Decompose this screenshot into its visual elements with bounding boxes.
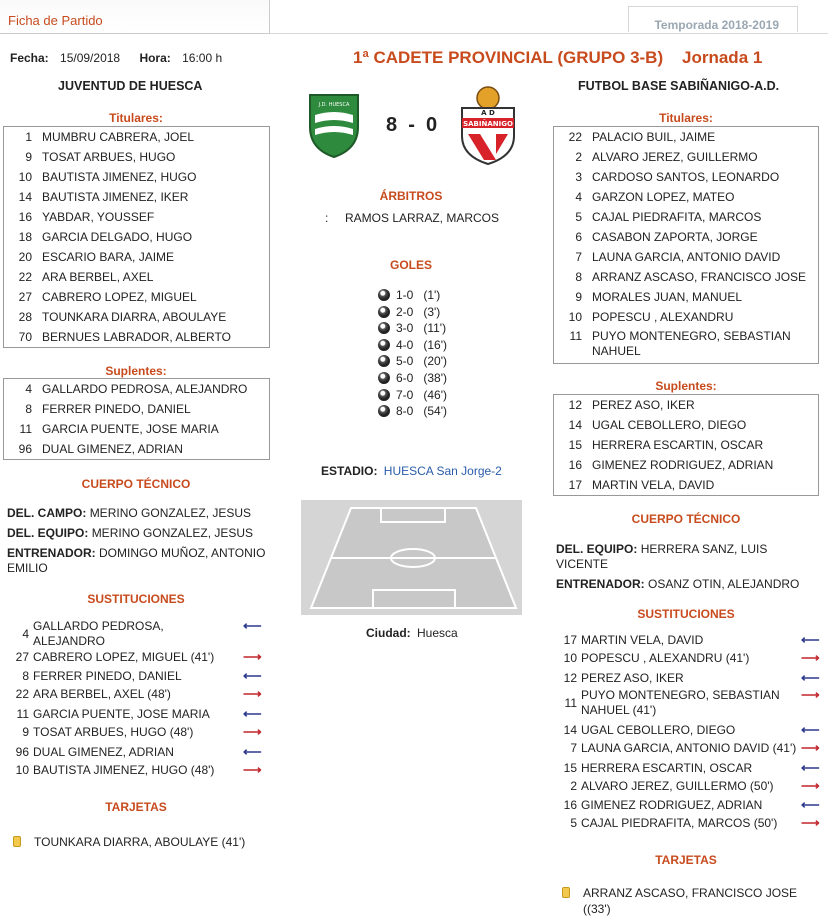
- away-cuerpo-label: CUERPO TÉCNICO: [631, 512, 741, 526]
- referee: : RAMOS LARRAZ, MARCOS: [325, 211, 500, 225]
- player-name: ARA BERBEL, AXEL: [42, 270, 154, 284]
- arrow-in-icon: ⟵: [243, 706, 262, 721]
- player-number: 27: [18, 290, 32, 304]
- goal-minute: (54'): [423, 404, 447, 419]
- sub-player-number: 22: [15, 687, 29, 701]
- yellow-card-icon: [13, 836, 21, 847]
- goal-row: [378, 354, 453, 368]
- sub-player-number: 12: [563, 671, 577, 685]
- roster-row[interactable]: [4, 127, 269, 147]
- roster-row[interactable]: [554, 327, 818, 363]
- estadio-label: ESTADIO:: [321, 464, 378, 478]
- sub-player-name: ALVARO JEREZ, GUILLERMO (50'): [581, 779, 774, 793]
- competition-title: 1ª CADETE PROVINCIAL (GRUPO 3-B) Jornada 1: [353, 48, 763, 67]
- roster-row[interactable]: [554, 207, 818, 227]
- goal-minute: (16'): [423, 337, 447, 352]
- home-cuerpo-label: CUERPO TÉCNICO: [81, 477, 191, 491]
- player-name: POPESCU , ALEXANDRU: [592, 310, 734, 324]
- home-titulares-label: Titulares:: [109, 111, 163, 125]
- player-number: 16: [18, 210, 32, 224]
- player-name: GARZON LOPEZ, MATEO: [592, 190, 735, 204]
- sub-player-name: BAUTISTA JIMENEZ, HUGO (48'): [33, 763, 215, 777]
- soccer-ball-icon: [378, 322, 390, 334]
- player-name: ALVARO JEREZ, GUILLERMO: [592, 150, 758, 164]
- home-tarjetas-label: TARJETAS: [105, 800, 167, 814]
- sub-player-name: MARTIN VELA, DAVID: [581, 633, 704, 647]
- sub-player-number: 10: [563, 651, 577, 665]
- roster-row[interactable]: [4, 187, 269, 207]
- player-name: CAJAL PIEDRAFITA, MARCOS: [592, 210, 762, 224]
- goal-minute: (3'): [423, 304, 441, 319]
- sub-player-number: 96: [15, 745, 29, 759]
- away-staff-list: [556, 542, 818, 597]
- ficha-tab[interactable]: [0, 0, 270, 34]
- goal-minute: (1'): [423, 288, 441, 302]
- sub-player-number: 11: [16, 707, 29, 721]
- roster-row[interactable]: [4, 207, 269, 227]
- roster-row[interactable]: [554, 227, 818, 247]
- roster-row[interactable]: [4, 247, 269, 267]
- staff-name: MERINO GONZALEZ, JESUS: [91, 526, 254, 540]
- arrow-in-icon: ⟵: [243, 668, 262, 683]
- away-suplentes-label: Suplentes:: [655, 379, 717, 393]
- player-number: 4: [575, 190, 582, 204]
- player-number: 16: [568, 458, 582, 472]
- roster-row[interactable]: [554, 247, 818, 267]
- sub-player-number: 7: [570, 741, 577, 755]
- goal-minute: (46'): [423, 387, 447, 402]
- sub-player-name: HERRERA ESCARTIN, OSCAR: [581, 761, 753, 775]
- goal-row: [378, 371, 453, 385]
- match-score: 8 - 0: [386, 114, 438, 136]
- player-name: GARCIA DELGADO, HUGO: [42, 230, 193, 244]
- player-number: 70: [18, 330, 32, 344]
- arrow-out-icon: ⟶: [243, 649, 262, 664]
- yellow-card-icon: [562, 887, 570, 898]
- player-name: ESCARIO BARA, JAIME: [42, 250, 175, 264]
- goal-minute: (11'): [423, 321, 447, 336]
- soccer-ball-icon: [378, 355, 390, 367]
- player-name: BAUTISTA JIMENEZ, IKER: [42, 190, 189, 204]
- sub-player-name: ARA BERBEL, AXEL (48'): [33, 687, 171, 701]
- roster-row[interactable]: [4, 227, 269, 247]
- estadio: [321, 464, 502, 478]
- player-number: 14: [18, 190, 32, 204]
- arrow-out-icon: ⟶: [801, 650, 820, 665]
- goal-row: [378, 338, 453, 352]
- player-number: 15: [568, 438, 582, 452]
- player-number: 5: [575, 210, 582, 224]
- staff-role: ENTRENADOR:: [7, 546, 96, 560]
- goal-row: [378, 321, 453, 335]
- sub-player-name: TOSAT ARBUES, HUGO (48'): [33, 725, 194, 739]
- arrow-in-icon: ⟵: [801, 797, 820, 812]
- soccer-ball-icon: [378, 372, 390, 384]
- sub-player-number: 27: [15, 650, 29, 664]
- arbitros-label: ÁRBITROS: [379, 189, 443, 203]
- arrow-out-icon: ⟶: [801, 815, 820, 830]
- sub-player-number: 15: [563, 761, 577, 775]
- away-crest: [456, 84, 520, 166]
- arrow-in-icon: ⟵: [801, 722, 820, 737]
- goal-score: 2-0: [396, 304, 414, 319]
- player-name: MUMBRU CABRERA, JOEL: [42, 130, 195, 144]
- player-number: 20: [18, 250, 32, 264]
- arrow-in-icon: ⟵: [801, 760, 820, 775]
- goal-score: 1-0: [396, 288, 414, 302]
- player-name: CARDOSO SANTOS, LEONARDO: [592, 170, 780, 184]
- home-crest: [306, 91, 362, 159]
- home-team-name: JUVENTUD DE HUESCA: [58, 79, 203, 93]
- sub-player-name: GARCIA PUENTE, JOSE MARIA: [33, 707, 210, 721]
- roster-row[interactable]: [554, 307, 818, 327]
- roster-row[interactable]: [4, 267, 269, 287]
- goal-score: 4-0: [396, 337, 414, 352]
- sub-player-number: 5: [570, 816, 577, 830]
- player-number: 10: [568, 310, 582, 324]
- player-number: 7: [575, 250, 582, 264]
- player-number: 17: [568, 478, 582, 492]
- roster-row[interactable]: [554, 395, 818, 415]
- soccer-ball-icon: [378, 306, 390, 318]
- player-number: 8: [575, 270, 582, 284]
- roster-row[interactable]: [554, 267, 818, 287]
- arrow-out-icon: ⟶: [243, 686, 262, 701]
- sub-player-number: 9: [22, 725, 29, 739]
- sub-player-name: GIMENEZ RODRIGUEZ, ADRIAN: [581, 798, 763, 812]
- sub-player-number: 2: [570, 779, 577, 793]
- staff-name: MERINO GONZALEZ, JESUS: [89, 506, 252, 520]
- sub-player-name: LAUNA GARCIA, ANTONIO DAVID (41'): [581, 741, 797, 755]
- soccer-ball-icon: [378, 405, 390, 417]
- soccer-ball-icon: [378, 339, 390, 351]
- roster-row[interactable]: [4, 167, 269, 187]
- sub-player-name: UGAL CEBOLLERO, DIEGO: [581, 723, 736, 737]
- home-suplentes-label: Suplentes:: [105, 364, 167, 378]
- player-name: GALLARDO PEDROSA, ALEJANDRO: [42, 382, 248, 396]
- sub-player-number: 4: [22, 627, 29, 641]
- season-label: Temporada 2018-2019: [654, 18, 779, 32]
- away-titulares-label: Titulares:: [659, 111, 713, 125]
- roster-row[interactable]: [4, 419, 269, 439]
- sub-player-name: DUAL GIMENEZ, ADRIAN: [33, 745, 174, 759]
- roster-row[interactable]: [4, 439, 269, 459]
- away-suplentes-list: [553, 394, 819, 496]
- roster-row[interactable]: [554, 455, 818, 475]
- away-tarjetas-label: TARJETAS: [655, 853, 717, 867]
- card-player: ARRANZ ASCASO, FRANCISCO JOSE ((33'): [583, 886, 798, 916]
- player-name: MORALES JUAN, MANUEL: [592, 290, 743, 304]
- player-name: ARRANZ ASCASO, FRANCISCO JOSE: [592, 270, 807, 284]
- sub-player-number: 10: [15, 763, 29, 777]
- tab-divider: [270, 33, 828, 34]
- arrow-out-icon: ⟶: [243, 724, 262, 739]
- roster-row[interactable]: [554, 127, 818, 147]
- staff-line: [7, 506, 269, 521]
- roster-row[interactable]: [554, 475, 818, 495]
- player-number: 9: [575, 290, 582, 304]
- player-number: 11: [569, 329, 582, 343]
- staff-name: DOMINGO MUÑOZ, ANTONIO EMILIO: [7, 546, 266, 575]
- player-number: 2: [575, 150, 582, 164]
- staff-name: HERRERA SANZ, LUIS VICENTE: [556, 542, 768, 571]
- card-player: TOUNKARA DIARRA, ABOULAYE (41'): [34, 835, 246, 849]
- player-number: 9: [25, 150, 32, 164]
- player-number: 22: [18, 270, 32, 284]
- player-name: BERNUES LABRADOR, ALBERTO: [42, 330, 231, 344]
- player-name: YABDAR, YOUSSEF: [42, 210, 155, 224]
- home-titulares-list: [3, 126, 270, 348]
- player-number: 6: [575, 230, 582, 244]
- goal-score: 3-0: [396, 321, 414, 336]
- sub-player-name: PEREZ ASO, IKER: [581, 671, 684, 685]
- away-subs-list: [553, 633, 823, 833]
- sub-player-number: 8: [22, 669, 29, 683]
- player-number: 12: [568, 398, 582, 412]
- player-number: 3: [575, 170, 582, 184]
- roster-row[interactable]: [4, 327, 269, 347]
- staff-role: DEL. EQUIPO:: [556, 542, 638, 556]
- goal-row: [378, 404, 453, 418]
- goal-minute: (38'): [423, 371, 447, 385]
- roster-row[interactable]: [4, 379, 269, 399]
- player-number: 28: [18, 310, 32, 324]
- player-number: 4: [25, 382, 32, 396]
- roster-row[interactable]: [554, 415, 818, 435]
- staff-line: [556, 577, 818, 592]
- player-name: PALACIO BUIL, JAIME: [592, 130, 716, 144]
- sub-player-number: 17: [563, 633, 577, 647]
- player-name: HERRERA ESCARTIN, OSCAR: [592, 438, 764, 452]
- hora-label: Hora:: [139, 51, 171, 65]
- staff-role: DEL. EQUIPO:: [7, 526, 89, 540]
- goal-score: 5-0: [396, 354, 414, 369]
- roster-row[interactable]: [4, 287, 269, 307]
- sub-player-name: FERRER PINEDO, DANIEL: [33, 669, 182, 683]
- goal-row: [378, 388, 453, 402]
- away-crest-text: SABIÑANIGO: [463, 120, 513, 128]
- player-name: TOUNKARA DIARRA, ABOULAYE: [42, 310, 227, 324]
- player-name: TOSAT ARBUES, HUGO: [42, 150, 176, 164]
- staff-role: ENTRENADOR:: [556, 577, 645, 591]
- arrow-in-icon: ⟵: [243, 744, 262, 759]
- roster-row[interactable]: [4, 147, 269, 167]
- goal-score: 8-0: [396, 404, 414, 419]
- staff-line: [556, 542, 818, 572]
- player-number: 18: [18, 230, 32, 244]
- arrow-out-icon: ⟶: [243, 762, 262, 777]
- player-name: LAUNA GARCIA, ANTONIO DAVID: [592, 250, 781, 264]
- player-name: PUYO MONTENEGRO, SEBASTIAN NAHUEL: [592, 329, 791, 358]
- roster-row[interactable]: [554, 147, 818, 167]
- stadium-image: [301, 500, 522, 615]
- ciudad-label: Ciudad:: [366, 626, 411, 640]
- roster-row[interactable]: [4, 307, 269, 327]
- away-crest-letters: A D: [481, 109, 495, 117]
- ciudad: [366, 626, 458, 640]
- roster-row[interactable]: [554, 187, 818, 207]
- roster-row[interactable]: [554, 287, 818, 307]
- player-number: 22: [568, 130, 582, 144]
- away-team-name: FUTBOL BASE SABIÑANIGO-A.D.: [578, 79, 780, 93]
- sub-player-name: CABRERO LOPEZ, MIGUEL (41'): [33, 650, 215, 664]
- home-crest-text: J.D. HUESCA: [318, 102, 350, 108]
- arrow-out-icon: ⟶: [801, 687, 820, 702]
- player-name: BAUTISTA JIMENEZ, HUGO: [42, 170, 197, 184]
- sub-player-name: CAJAL PIEDRAFITA, MARCOS (50'): [581, 816, 778, 830]
- goal-minute: (20'): [423, 354, 447, 369]
- player-number: 8: [25, 402, 32, 416]
- season-tab[interactable]: [628, 6, 798, 32]
- ciudad-value: Huesca: [417, 626, 458, 640]
- sub-player-name: GALLARDO PEDROSA, ALEJANDRO: [33, 619, 164, 648]
- away-sust-label: SUSTITUCIONES: [637, 607, 735, 621]
- match-meta: [10, 51, 222, 65]
- player-name: GARCIA PUENTE, JOSE MARIA: [42, 422, 219, 436]
- staff-line: [7, 546, 269, 576]
- arrow-out-icon: ⟶: [801, 740, 820, 755]
- player-name: MARTIN VELA, DAVID: [592, 478, 715, 492]
- player-number: 96: [18, 442, 32, 456]
- staff-role: DEL. CAMPO:: [7, 506, 87, 520]
- sub-player-number: 14: [563, 723, 577, 737]
- soccer-ball-icon: [378, 389, 390, 401]
- player-number: 10: [18, 170, 32, 184]
- goles-label: GOLES: [389, 258, 432, 272]
- player-name: CASABON ZAPORTA, JORGE: [592, 230, 758, 244]
- player-name: FERRER PINEDO, DANIEL: [42, 402, 191, 416]
- goal-score: 6-0: [396, 371, 414, 385]
- player-number: 1: [25, 130, 32, 144]
- roster-row[interactable]: [4, 399, 269, 419]
- sub-player-name: PUYO MONTENEGRO, SEBASTIAN NAHUEL (41'): [581, 688, 780, 717]
- fecha-value: 15/09/2018: [60, 51, 121, 65]
- home-suplentes-list: [3, 378, 270, 460]
- home-sust-label: SUSTITUCIONES: [87, 592, 185, 606]
- player-name: GIMENEZ RODRIGUEZ, ADRIAN: [592, 458, 774, 472]
- ficha-tab-label: Ficha de Partido: [8, 13, 103, 28]
- sub-player-name: POPESCU , ALEXANDRU (41'): [581, 651, 750, 665]
- arrow-out-icon: ⟶: [801, 778, 820, 793]
- sub-player-number: 11: [564, 696, 577, 710]
- goal-row: [378, 288, 453, 302]
- goal-row: [378, 305, 453, 319]
- estadio-link[interactable]: HUESCA San Jorge-2: [383, 464, 502, 478]
- staff-name: OSANZ OTIN, ALEJANDRO: [648, 577, 800, 591]
- roster-row[interactable]: [554, 167, 818, 187]
- soccer-ball-icon: [378, 289, 390, 301]
- player-name: PEREZ ASO, IKER: [592, 398, 695, 412]
- player-name: UGAL CEBOLLERO, DIEGO: [592, 418, 747, 432]
- home-subs-list: [5, 619, 265, 781]
- staff-line: [7, 526, 269, 541]
- arrow-in-icon: ⟵: [801, 670, 820, 685]
- sub-player-number: 16: [563, 798, 577, 812]
- player-name: CABRERO LOPEZ, MIGUEL: [42, 290, 197, 304]
- hora-value: 16:00 h: [182, 51, 223, 65]
- player-number: 14: [568, 418, 582, 432]
- player-name: DUAL GIMENEZ, ADRIAN: [42, 442, 183, 456]
- fecha-label: Fecha:: [10, 51, 49, 65]
- goal-score: 7-0: [396, 387, 414, 402]
- arrow-in-icon: ⟵: [801, 632, 820, 647]
- away-titulares-list: [553, 126, 819, 364]
- arrow-in-icon: ⟵: [243, 618, 262, 633]
- roster-row[interactable]: [554, 435, 818, 455]
- home-staff-list: [7, 506, 269, 581]
- player-number: 11: [19, 422, 32, 436]
